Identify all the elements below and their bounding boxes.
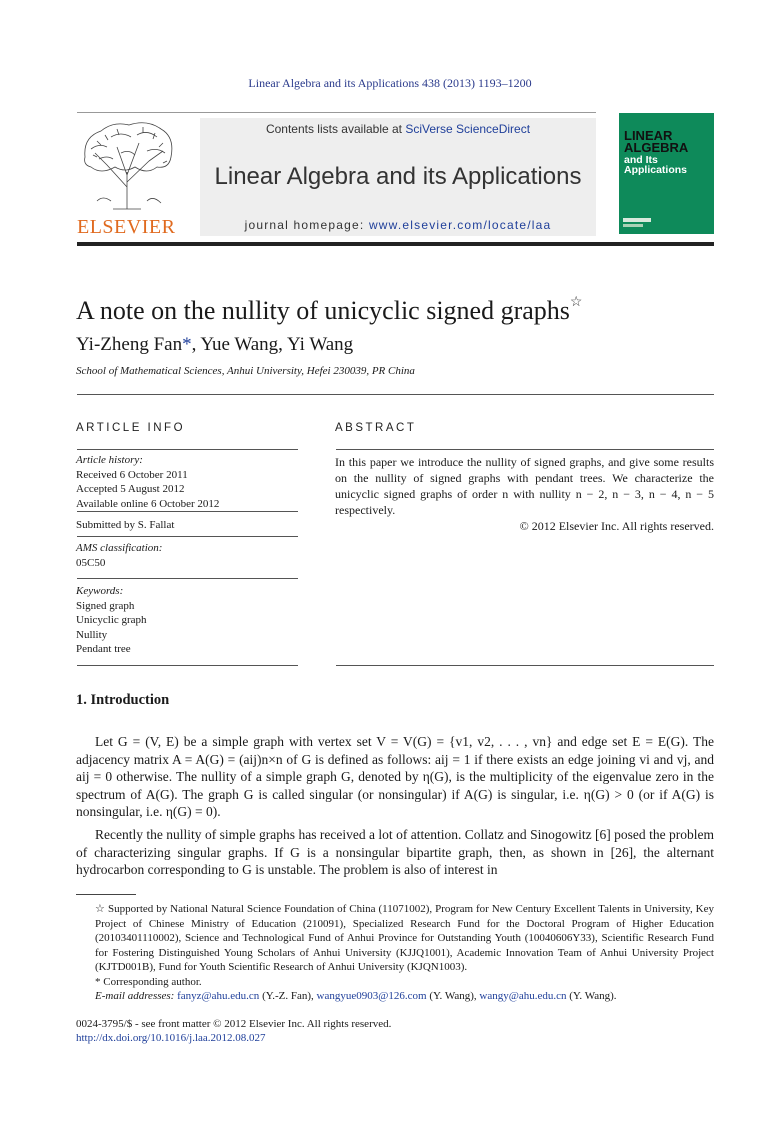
title-footnote-mark[interactable]: ☆ — [569, 295, 583, 310]
email-addresses — [76, 989, 714, 1004]
footnote-rule — [76, 894, 136, 895]
email-link[interactable]: wangyue0903@126.com — [316, 990, 427, 1002]
footnote-mark: * — [95, 975, 101, 988]
abstract-rule — [336, 449, 714, 450]
email-label: E-mail addresses: — [95, 990, 175, 1002]
article-title — [76, 296, 582, 326]
history-label: Article history: — [76, 454, 143, 466]
header-rule — [77, 112, 596, 113]
funding-footnote — [76, 902, 714, 975]
received-date: Received 6 October 2011 — [76, 468, 188, 481]
title-rule — [77, 394, 714, 395]
tree-icon — [77, 117, 179, 213]
doi-link[interactable]: http://dx.doi.org/10.1016/j.laa.2012.08.027 — [76, 1032, 266, 1044]
email-owner: (Y. Wang). — [566, 990, 617, 1002]
journal-citation: Linear Algebra and its Applications 438 (2013) 1193–1200 — [248, 76, 532, 90]
corresponding-text: Corresponding author. — [103, 975, 202, 988]
abstract-copyright: © 2012 Elsevier Inc. All rights reserved. — [519, 519, 714, 533]
article-info-heading: ARTICLE INFO — [76, 422, 186, 434]
paragraph — [76, 733, 714, 821]
footnotes — [76, 902, 714, 1004]
info-rule — [77, 578, 298, 579]
sciencedirect-link[interactable]: SciVerse ScienceDirect — [405, 122, 531, 136]
keywords — [76, 584, 298, 657]
homepage-link[interactable]: www.elsevier.com/locate/laa — [368, 218, 552, 232]
keyword: Unicyclic graph — [76, 614, 147, 626]
paragraph — [76, 826, 714, 879]
journal-banner — [200, 118, 596, 236]
journal-homepage — [200, 218, 596, 232]
info-rule — [77, 536, 298, 537]
cover-title — [624, 130, 688, 154]
cover-subtitle — [624, 156, 687, 175]
publisher-name: ELSEVIER — [77, 216, 176, 238]
contents-prefix: Contents lists available at — [265, 122, 406, 136]
article-history — [76, 453, 298, 511]
info-rule — [77, 665, 298, 666]
cover-stripe — [623, 218, 651, 222]
author-fan: Yi-Zheng Fan — [76, 334, 183, 355]
journal-cover[interactable] — [619, 113, 714, 234]
email-owner: (Y.-Z. Fan), — [259, 990, 317, 1002]
cover-subtitle-line-2: Applications — [624, 163, 688, 176]
paragraph-text: Recently the nullity of simple graphs has received a lot of attention. Collatz and Sinogowitz [6] posed the problem of characterizing singular graphs. If G is a nonsingular bipartite graph, then, as shown in [26], the alternant hydrocarbon corresponding to G is unstable. The problem is also of interest in — [76, 827, 714, 877]
affiliation: School of Mathematical Sciences, Anhui University, Hefei 230039, PR China — [76, 365, 415, 377]
abstract-heading: ABSTRACT — [335, 422, 417, 434]
ams-classification — [76, 541, 298, 570]
cover-title-line-2: ALGEBRA — [624, 140, 689, 155]
ams-code: 05C50 — [76, 556, 106, 569]
info-rule — [77, 449, 298, 450]
abstract-text: In this paper we introduce the nullity of signed graphs, and give some results on the nullity of signed graphs with pendant trees. We characterize the unicyclic signed graphs of order n with nullity n − 2, n − 3, n − 4, n − 5 respectively. — [335, 455, 714, 517]
email-owner: (Y. Wang), — [426, 990, 480, 1002]
keyword: Pendant tree — [76, 643, 131, 655]
section-heading: 1. Introduction — [76, 692, 170, 708]
keyword: Nullity — [76, 628, 108, 641]
header-thick-rule — [77, 242, 714, 246]
ams-label: AMS classification: — [76, 542, 163, 554]
keyword: Signed graph — [76, 599, 135, 612]
accepted-date: Accepted 5 August 2012 — [76, 483, 185, 495]
other-authors: , Yue Wang, Yi Wang — [191, 334, 354, 355]
footnote-mark: ☆ — [95, 903, 106, 915]
contents-line — [200, 122, 596, 136]
abstract-rule — [336, 665, 714, 666]
article-title-text: A note on the nullity of unicyclic signed graphs — [76, 296, 570, 325]
online-date: Available online 6 October 2012 — [76, 497, 220, 510]
email-link[interactable]: wangy@ahu.edu.cn — [479, 990, 567, 1002]
submitted-by: Submitted by S. Fallat — [76, 519, 175, 531]
paragraph-text: Let G = (V, E) be a simple graph with vertex set V = V(G) = {v1, v2, . . . , vn} and edge set E = E(G). The adjacency matrix A = A(G) = (aij)n×n of G is defined as follows: aij = 1 if there exists an edge joining vi and vj, and aij = 0 otherwise. The nullity of a simple graph G, denoted by η(G), is the multiplicity of the eigenvalue zero in the spectrum of A(G). The graph G is called singular (or nonsingular) if A(G) is singular, i.e. η(G) > 0 (or if A(G) is nonsingular, i.e. η(G) = 0). — [76, 734, 714, 819]
publisher-logo[interactable] — [77, 117, 179, 238]
corresponding-author-mark[interactable]: * — [182, 334, 192, 355]
author-list — [76, 334, 353, 356]
cover-stripe-small — [623, 224, 643, 227]
corresponding-footnote — [76, 975, 714, 990]
homepage-prefix: journal homepage: — [244, 218, 369, 232]
issn-line: 0024-3795/$ - see front matter © 2012 Elsevier Inc. All rights reserved. — [76, 1018, 392, 1030]
info-rule — [77, 511, 298, 512]
cover-subtitle-line-1: and Its — [624, 154, 658, 166]
cover-title-line-1: LINEAR — [624, 128, 673, 143]
email-link[interactable]: fanyz@ahu.edu.cn — [177, 990, 260, 1002]
keywords-label: Keywords: — [76, 585, 124, 597]
funding-text: Supported by National Natural Science Foundation of China (11071002), Program for New Century Excellent Talents in University, Key Project of Chinese Ministry of Education (210091), Specialized Research Fund for the Doctoral Program of Higher Education (20103401110002), Science and Technological Fund of Anhui Province for Outstanding Youth (10040606Y33), Scientific Research Fund for Fostering Distinguished Young Scholars of Anhui University (KJJQ1001), Academic Innovation Team of Anhui University Project (KJTD001B), Fund for Youth Scientific Research of Anhui University (KJQN1003). — [95, 903, 714, 973]
journal-title: Linear Algebra and its Applications — [214, 163, 582, 190]
abstract-body — [335, 454, 714, 534]
